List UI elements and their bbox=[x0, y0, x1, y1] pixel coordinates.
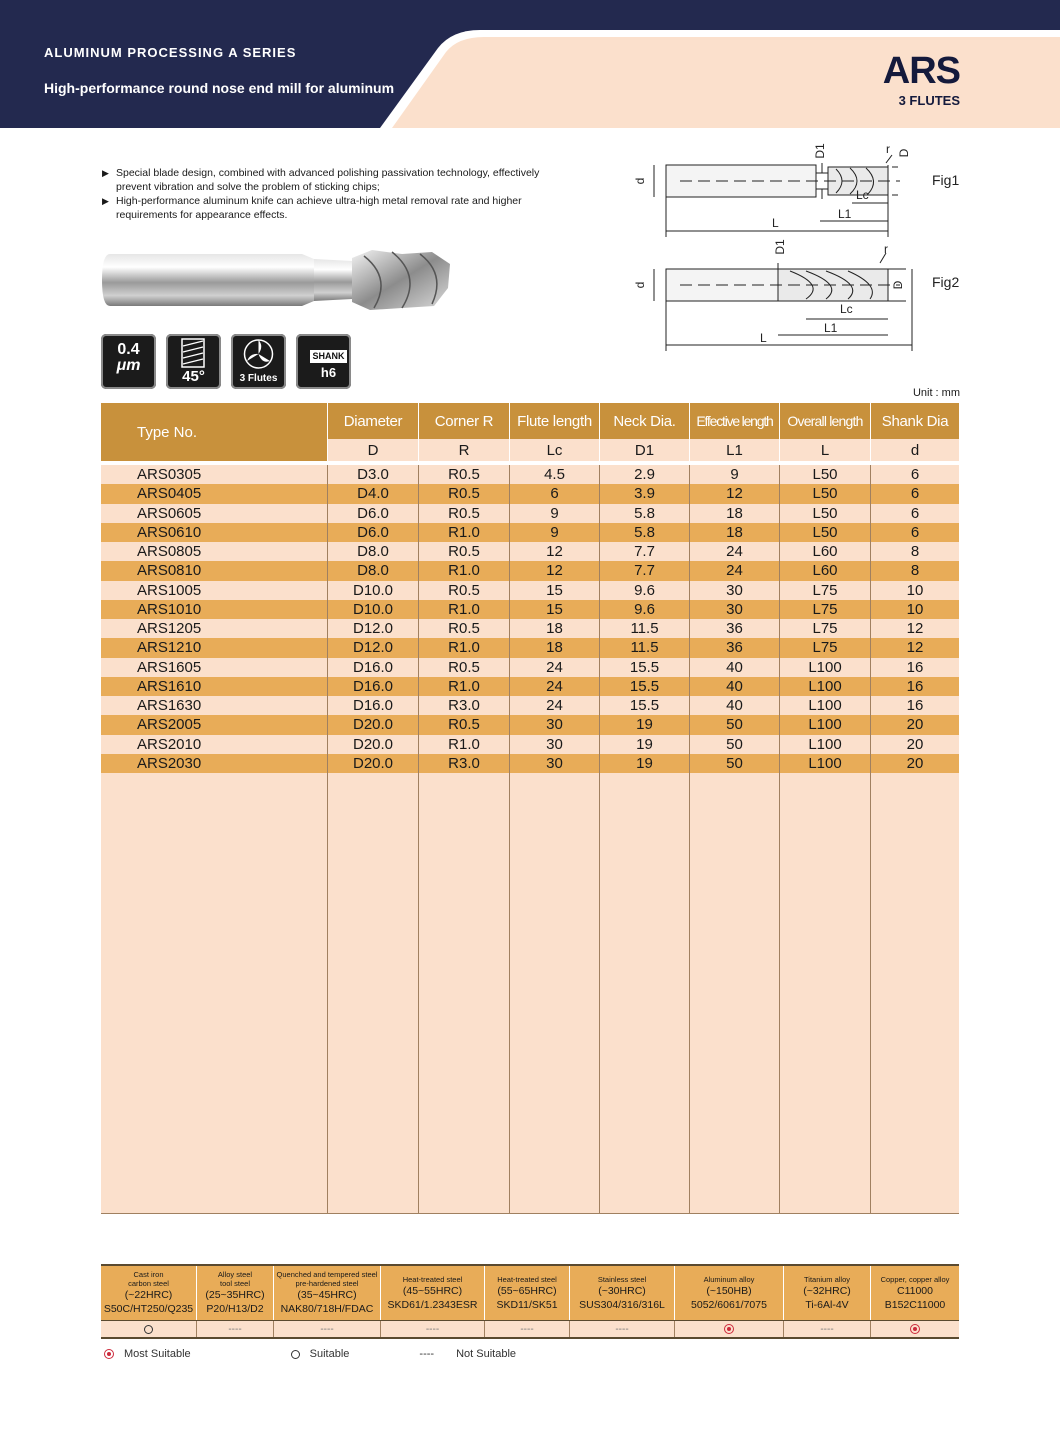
material-column bbox=[274, 1266, 381, 1320]
fig1-label-D: D bbox=[897, 148, 911, 158]
value-cell: 7.7 bbox=[600, 561, 690, 580]
table-row bbox=[101, 600, 959, 619]
value-cell: 8 bbox=[910, 543, 920, 561]
table-header bbox=[101, 403, 959, 461]
type-no-cell: ARS1210 bbox=[101, 638, 328, 657]
rating-cell bbox=[871, 1321, 959, 1337]
helix-badge bbox=[166, 334, 221, 389]
value-cell: 50 bbox=[690, 735, 780, 754]
rating-cell bbox=[675, 1321, 784, 1337]
value-cell: 50 bbox=[690, 754, 780, 773]
fig1-label-Lc: Lc bbox=[856, 188, 869, 202]
value-cell: 30 bbox=[690, 581, 780, 600]
type-no-cell: ARS0605 bbox=[101, 504, 328, 523]
type-no-cell: ARS2030 bbox=[101, 754, 328, 773]
type-no-cell: ARS2010 bbox=[101, 735, 328, 754]
table-row bbox=[101, 581, 959, 600]
value-cell: R1.0 bbox=[419, 735, 510, 754]
value-cell: R1.0 bbox=[419, 523, 510, 542]
fig1-label-L1: L1 bbox=[838, 207, 852, 221]
material-grades: SUS304/316/316L bbox=[579, 1298, 665, 1311]
material-name: Cast iron bbox=[133, 1270, 164, 1279]
not-suitable-icon: ---- bbox=[820, 1323, 834, 1335]
header-diameter: Diameter D bbox=[328, 403, 419, 461]
header-neck-dia: Neck Dia. D1 bbox=[600, 403, 690, 461]
value-cell: R0.5 bbox=[419, 619, 510, 638]
material-grades: B152C11000 bbox=[884, 1298, 946, 1311]
value-cell: 20 bbox=[906, 754, 924, 772]
value-cell: R0.5 bbox=[419, 465, 510, 484]
value-cell: L50 bbox=[780, 484, 871, 503]
value-cell: D6.0 bbox=[328, 523, 419, 542]
value-cell: 36 bbox=[690, 638, 780, 657]
value-cell: 24 bbox=[510, 677, 600, 696]
value-cell: 11.5 bbox=[600, 638, 690, 657]
value-cell: 18 bbox=[510, 619, 600, 638]
value-cell: 50 bbox=[690, 715, 780, 734]
material-column bbox=[101, 1266, 197, 1320]
header-effective-length: Effective length L1 bbox=[690, 403, 780, 461]
table-row bbox=[101, 715, 959, 734]
value-cell: R0.5 bbox=[419, 658, 510, 677]
value-cell: 2.9 bbox=[600, 465, 690, 484]
type-no-cell: ARS0305 bbox=[101, 465, 328, 484]
shank-badge bbox=[296, 334, 351, 389]
table-row bbox=[101, 523, 959, 542]
legend-suitable: Suitable bbox=[291, 1348, 350, 1360]
value-cell: L100 bbox=[780, 677, 871, 696]
end-mill-image bbox=[102, 248, 452, 314]
fig2-caption: Fig2 bbox=[932, 274, 960, 290]
material-column bbox=[197, 1266, 274, 1320]
most-suitable-icon bbox=[104, 1349, 114, 1359]
fig2-label-d: d bbox=[633, 281, 647, 289]
value-cell: 3.9 bbox=[600, 484, 690, 503]
table-row bbox=[101, 658, 959, 677]
value-cell: 16 bbox=[906, 677, 924, 695]
not-suitable-icon: ---- bbox=[615, 1323, 629, 1335]
material-hardness: (~30HRC) bbox=[598, 1284, 646, 1297]
value-cell: 24 bbox=[510, 658, 600, 677]
material-column bbox=[485, 1266, 570, 1320]
flutes-label: 3 Flutes bbox=[239, 373, 278, 384]
value-cell: 15 bbox=[510, 581, 600, 600]
material-column bbox=[381, 1266, 485, 1320]
flutes-badge bbox=[231, 334, 286, 389]
value-cell: L75 bbox=[780, 600, 871, 619]
material-hardness: (25~35HRC) bbox=[205, 1289, 265, 1301]
value-cell: 9 bbox=[690, 465, 780, 484]
not-suitable-icon: ---- bbox=[419, 1348, 435, 1360]
fig2-label-r: r bbox=[884, 242, 888, 256]
value-cell: 40 bbox=[690, 658, 780, 677]
material-grades: Ti-6Al-4V bbox=[805, 1298, 849, 1311]
value-cell: D10.0 bbox=[328, 581, 419, 600]
shank-label: SHANK bbox=[310, 350, 347, 363]
shank-tolerance: h6 bbox=[320, 365, 337, 380]
suitable-icon bbox=[291, 1350, 300, 1359]
not-suitable-icon: ---- bbox=[320, 1323, 334, 1335]
rating-cell bbox=[485, 1321, 570, 1337]
series-subtitle: High-performance round nose end mill for aluminum bbox=[44, 80, 395, 96]
table-row bbox=[101, 638, 959, 657]
value-cell: 40 bbox=[690, 677, 780, 696]
material-column bbox=[784, 1266, 871, 1320]
fig1-caption: Fig1 bbox=[932, 172, 960, 188]
value-cell: 11.5 bbox=[600, 619, 690, 638]
material-column bbox=[570, 1266, 675, 1320]
type-no-cell: ARS0610 bbox=[101, 523, 328, 542]
value-cell: 24 bbox=[690, 561, 780, 580]
value-cell: 8 bbox=[910, 562, 920, 580]
value-cell: D20.0 bbox=[328, 715, 419, 734]
value-cell: D16.0 bbox=[328, 696, 419, 715]
material-hardness: (~32HRC) bbox=[803, 1284, 851, 1297]
fig2-label-D: D bbox=[891, 280, 905, 290]
value-cell: 30 bbox=[690, 600, 780, 619]
value-cell: 18 bbox=[510, 638, 600, 657]
value-cell: R1.0 bbox=[419, 638, 510, 657]
value-cell: 7.7 bbox=[600, 542, 690, 561]
value-cell: 18 bbox=[690, 504, 780, 523]
value-cell: 15.5 bbox=[600, 658, 690, 677]
value-cell: L50 bbox=[780, 523, 871, 542]
value-cell: D12.0 bbox=[328, 619, 419, 638]
material-name: Quenched and tempered steel bbox=[276, 1270, 378, 1279]
feature-item: ▶ Special blade design, combined with advanced polishing passivation technology, effectively prevent vibration and solve the problem of sticking chips; bbox=[102, 166, 542, 194]
table-row bbox=[101, 677, 959, 696]
most-suitable-icon bbox=[724, 1324, 734, 1334]
series-title: ALUMINUM PROCESSING A SERIES bbox=[44, 45, 297, 60]
fig2-label-L: L bbox=[760, 331, 767, 345]
material-column bbox=[675, 1266, 784, 1320]
header-type-no: Type No. bbox=[101, 403, 328, 461]
value-cell: R0.5 bbox=[419, 542, 510, 561]
value-cell: 12 bbox=[906, 620, 924, 638]
feature-list bbox=[102, 166, 542, 222]
value-cell: 19 bbox=[600, 735, 690, 754]
value-cell: 16 bbox=[906, 697, 924, 715]
fig2-label-D1: D1 bbox=[773, 239, 787, 255]
material-column bbox=[871, 1266, 959, 1320]
type-no-cell: ARS0810 bbox=[101, 561, 328, 580]
table-row bbox=[101, 504, 959, 523]
table-row bbox=[101, 561, 959, 580]
rating-cell bbox=[197, 1321, 274, 1337]
value-cell: D12.0 bbox=[328, 638, 419, 657]
value-cell: 5.8 bbox=[600, 523, 690, 542]
feature-item: ▶ High-performance aluminum knife can achieve ultra-high metal removal rate and higher requirements for appearance effects. bbox=[102, 194, 542, 222]
material-table bbox=[101, 1264, 959, 1339]
value-cell: 9 bbox=[510, 523, 600, 542]
material-header bbox=[101, 1266, 959, 1320]
material-grades: NAK80/718H/FDAC bbox=[280, 1303, 374, 1315]
type-no-cell: ARS1605 bbox=[101, 658, 328, 677]
value-cell: 18 bbox=[690, 523, 780, 542]
value-cell: 12 bbox=[510, 542, 600, 561]
value-cell: 6 bbox=[510, 484, 600, 503]
material-name: Alloy steel bbox=[217, 1270, 253, 1279]
material-grades: SKD11/SK51 bbox=[496, 1298, 558, 1311]
most-suitable-icon bbox=[910, 1324, 920, 1334]
value-cell: 19 bbox=[600, 715, 690, 734]
value-cell: 10 bbox=[906, 581, 924, 599]
unit-label: Unit : mm bbox=[912, 387, 960, 399]
table-row bbox=[101, 542, 959, 561]
spec-table bbox=[101, 403, 959, 1214]
value-cell: 24 bbox=[510, 696, 600, 715]
material-grades: S50C/HT250/Q235 bbox=[103, 1303, 194, 1315]
value-cell: L75 bbox=[780, 581, 871, 600]
value-cell: 24 bbox=[690, 542, 780, 561]
material-hardness: (45~55HRC) bbox=[402, 1284, 463, 1297]
table-body bbox=[101, 465, 959, 773]
value-cell: 4.5 bbox=[510, 465, 600, 484]
material-grades: SKD61/1.2343ESR bbox=[387, 1298, 478, 1311]
value-cell: 10 bbox=[906, 600, 924, 618]
value-cell: L100 bbox=[780, 696, 871, 715]
product-code: ARS bbox=[882, 50, 960, 92]
value-cell: 16 bbox=[906, 658, 924, 676]
value-cell: 20 bbox=[906, 735, 924, 753]
value-cell: L100 bbox=[780, 754, 871, 773]
value-cell: L50 bbox=[780, 504, 871, 523]
roughness-value: 0.4 bbox=[117, 341, 140, 358]
table-row bbox=[101, 754, 959, 773]
not-suitable-icon: ---- bbox=[520, 1323, 534, 1335]
material-hardness: (35~45HRC) bbox=[297, 1289, 357, 1301]
page-header bbox=[0, 0, 1060, 128]
type-no-cell: ARS1010 bbox=[101, 600, 328, 619]
value-cell: R1.0 bbox=[419, 561, 510, 580]
material-name: Copper, copper alloy bbox=[880, 1274, 950, 1284]
value-cell: 6 bbox=[910, 485, 920, 503]
fig1-label-L: L bbox=[772, 216, 779, 230]
roughness-unit: μm bbox=[116, 357, 141, 374]
material-name: tool steel bbox=[219, 1279, 251, 1288]
rating-cell bbox=[570, 1321, 675, 1337]
material-rating-row bbox=[101, 1320, 959, 1337]
material-name: carbon steel bbox=[128, 1279, 169, 1288]
material-name: Heat-treated steel bbox=[497, 1274, 557, 1284]
material-name: Heat-treated steel bbox=[402, 1274, 463, 1284]
type-no-cell: ARS1005 bbox=[101, 581, 328, 600]
flute-count: 3 FLUTES bbox=[898, 93, 960, 108]
value-cell: 12 bbox=[690, 484, 780, 503]
value-cell: 12 bbox=[906, 639, 924, 657]
value-cell: 12 bbox=[510, 561, 600, 580]
material-name: Stainless steel bbox=[597, 1274, 647, 1284]
header-overall-length: Overall length L bbox=[780, 403, 871, 461]
value-cell: D16.0 bbox=[328, 677, 419, 696]
value-cell: D8.0 bbox=[328, 561, 419, 580]
value-cell: 19 bbox=[600, 754, 690, 773]
value-cell: L60 bbox=[780, 542, 871, 561]
value-cell: D10.0 bbox=[328, 600, 419, 619]
fig1-label-D1: D1 bbox=[813, 143, 827, 159]
suitable-icon bbox=[144, 1325, 153, 1334]
header-shank-dia: Shank Dia d bbox=[871, 403, 959, 461]
table-row bbox=[101, 465, 959, 484]
value-cell: R1.0 bbox=[419, 600, 510, 619]
value-cell: 36 bbox=[690, 619, 780, 638]
table-filler bbox=[101, 773, 959, 1214]
value-cell: R0.5 bbox=[419, 484, 510, 503]
value-cell: 6 bbox=[910, 504, 920, 522]
roughness-badge bbox=[101, 334, 156, 389]
value-cell: D4.0 bbox=[328, 484, 419, 503]
table-row bbox=[101, 735, 959, 754]
type-no-cell: ARS1610 bbox=[101, 677, 328, 696]
value-cell: 5.8 bbox=[600, 504, 690, 523]
value-cell: R0.5 bbox=[419, 715, 510, 734]
value-cell: D20.0 bbox=[328, 754, 419, 773]
value-cell: L60 bbox=[780, 561, 871, 580]
value-cell: 6 bbox=[910, 466, 920, 484]
material-name: pre-hardened steel bbox=[295, 1279, 359, 1288]
value-cell: 9.6 bbox=[600, 600, 690, 619]
value-cell: 9.6 bbox=[600, 581, 690, 600]
value-cell: L100 bbox=[780, 715, 871, 734]
value-cell: L100 bbox=[780, 735, 871, 754]
value-cell: 9 bbox=[510, 504, 600, 523]
value-cell: D8.0 bbox=[328, 542, 419, 561]
dimension-drawings bbox=[630, 135, 970, 355]
table-row bbox=[101, 484, 959, 503]
value-cell: D3.0 bbox=[328, 465, 419, 484]
table-row bbox=[101, 619, 959, 638]
value-cell: 40 bbox=[690, 696, 780, 715]
fig1-label-r: r bbox=[886, 142, 890, 156]
type-no-cell: ARS1205 bbox=[101, 619, 328, 638]
value-cell: 15 bbox=[510, 600, 600, 619]
value-cell: R0.5 bbox=[419, 504, 510, 523]
rating-cell bbox=[101, 1321, 197, 1337]
type-no-cell: ARS1630 bbox=[101, 696, 328, 715]
value-cell: 30 bbox=[510, 735, 600, 754]
legend-most: Most Suitable bbox=[104, 1348, 191, 1360]
not-suitable-icon: ---- bbox=[228, 1323, 242, 1335]
fig2-label-Lc: Lc bbox=[840, 302, 853, 316]
not-suitable-icon: ---- bbox=[425, 1323, 440, 1335]
material-hardness: (~150HB) bbox=[706, 1284, 752, 1297]
material-grades: 5052/6061/7075 bbox=[691, 1298, 767, 1311]
header-flute-length: Flute length Lc bbox=[510, 403, 600, 461]
material-hardness: (~22HRC) bbox=[124, 1289, 173, 1301]
value-cell: 20 bbox=[906, 716, 924, 734]
value-cell: R1.0 bbox=[419, 677, 510, 696]
rating-cell bbox=[381, 1321, 485, 1337]
value-cell: 30 bbox=[510, 715, 600, 734]
rating-cell bbox=[784, 1321, 871, 1337]
value-cell: D16.0 bbox=[328, 658, 419, 677]
material-name: Aluminum alloy bbox=[703, 1274, 755, 1284]
type-no-cell: ARS2005 bbox=[101, 715, 328, 734]
value-cell: R3.0 bbox=[419, 696, 510, 715]
feature-badges bbox=[101, 334, 351, 389]
material-grades: P20/H13/D2 bbox=[206, 1303, 264, 1315]
material-hardness: (55~65HRC) bbox=[497, 1284, 557, 1297]
value-cell: L50 bbox=[780, 465, 871, 484]
material-name: Titanium alloy bbox=[804, 1274, 850, 1284]
value-cell: D20.0 bbox=[328, 735, 419, 754]
header-corner-r: Corner R R bbox=[419, 403, 510, 461]
material-hardness: C11000 bbox=[896, 1284, 933, 1297]
fig2-label-L1: L1 bbox=[824, 321, 838, 335]
value-cell: 15.5 bbox=[600, 696, 690, 715]
fig1-label-d: d bbox=[633, 177, 647, 185]
table-row bbox=[101, 696, 959, 715]
rating-cell bbox=[274, 1321, 381, 1337]
value-cell: 15.5 bbox=[600, 677, 690, 696]
value-cell: L75 bbox=[780, 619, 871, 638]
legend-not: ---- Not Suitable bbox=[419, 1348, 517, 1360]
value-cell: 6 bbox=[910, 523, 920, 541]
value-cell: L75 bbox=[780, 638, 871, 657]
suitability-legend bbox=[104, 1348, 566, 1360]
type-no-cell: ARS0405 bbox=[101, 484, 328, 503]
value-cell: L100 bbox=[780, 658, 871, 677]
type-no-cell: ARS0805 bbox=[101, 542, 328, 561]
value-cell: D6.0 bbox=[328, 504, 419, 523]
helix-angle: 45° bbox=[182, 368, 205, 385]
value-cell: R3.0 bbox=[419, 754, 510, 773]
value-cell: R0.5 bbox=[419, 581, 510, 600]
value-cell: 30 bbox=[510, 754, 600, 773]
